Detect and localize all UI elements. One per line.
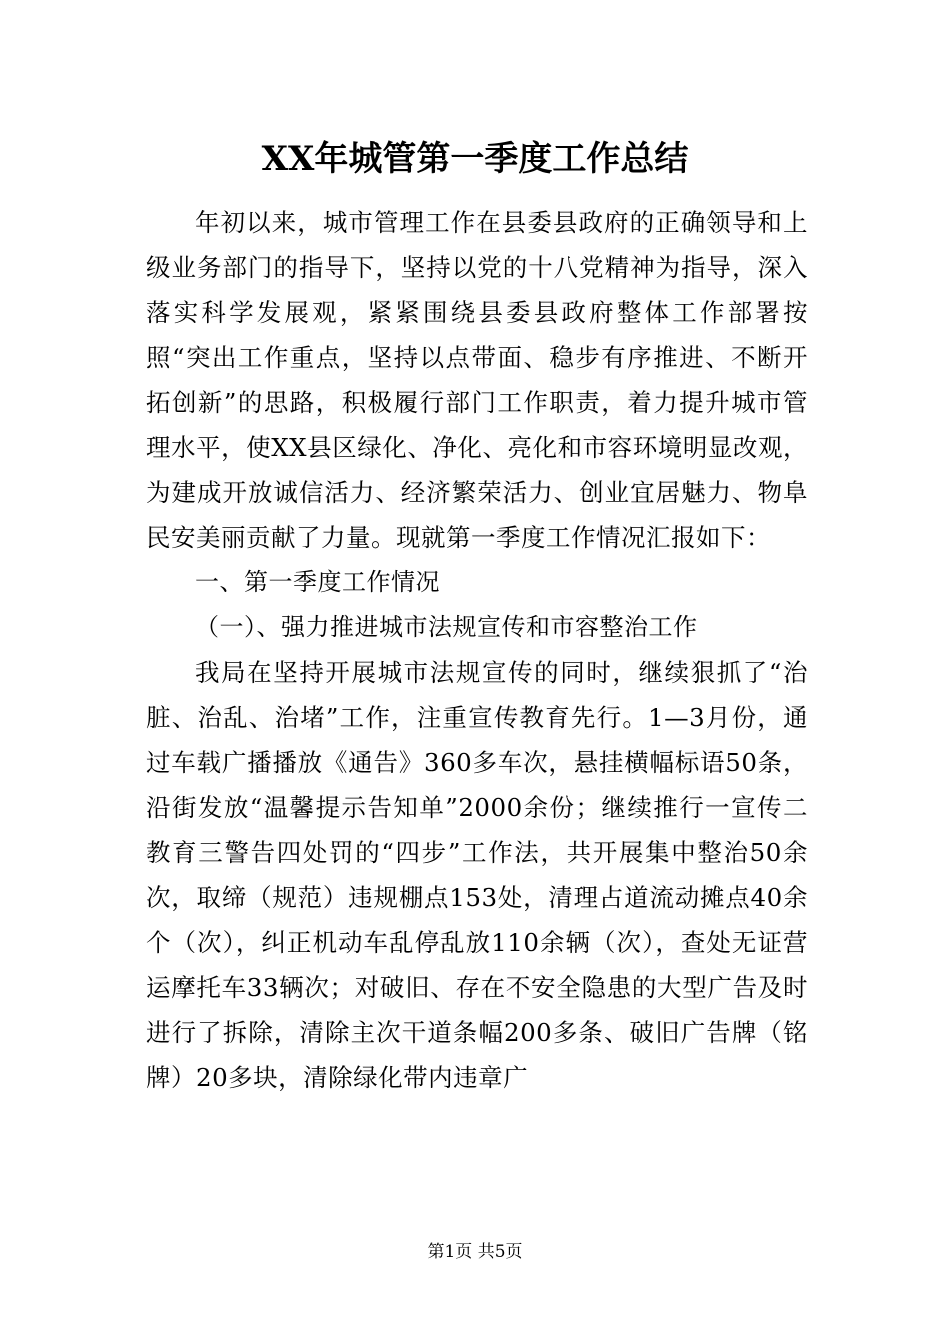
subsection-paragraph: 我局在坚持开展城市法规宣传的同时，继续狠抓了“治脏、治乱、治堵”工作，注重宣传教育先行。1—3月份，通过车载广播播放《通告》360多车次，悬挂横幅标语50条，沿街发放“温馨提示告知单”2000余份；继续推行一宣传二教育三警告四处罚的“四步”工作法，共开展集中整治50余次，取缔（规范）违规棚点153处，清理占道流动摊点40余个（次），纠正机动车乱停乱放110余辆（次），查处无证营运摩托车33辆次；对破旧、存在不安全隐患的大型广告及时进行了拆除，清除主次干道条幅200多条、破旧广告牌（铭牌）20多块，清除绿化带内违章广 <box>146 658 808 1092</box>
page-number: 第1页 共5页 <box>427 1242 523 1262</box>
document-title: XX年城管第一季度工作总结 <box>261 139 689 179</box>
section-heading: 一、第一季度工作情况 <box>195 568 440 596</box>
intro-paragraph: 年初以来，城市管理工作在县委县政府的正确领导和上级业务部门的指导下，坚持以党的十八党精神为指导，深入落实科学发展观，紧紧围绕县委县政府整体工作部署按照“突出工作重点，坚持以点带面、稳步有序推进、不断开拓创新”的思路，积极履行部门工作职责，着力提升城市管理水平，使XX县区绿化、净化、亮化和市容环境明显改观，为建成开放诚信活力、经济繁荣活力、创业宜居魅力、物阜民安美丽贡献了力量。现就第一季度工作情况汇报如下： <box>146 208 808 552</box>
document-body <box>146 200 808 1100</box>
subsection-heading: （一）、强力推进城市法规宣传和市容整治工作 <box>195 613 698 641</box>
